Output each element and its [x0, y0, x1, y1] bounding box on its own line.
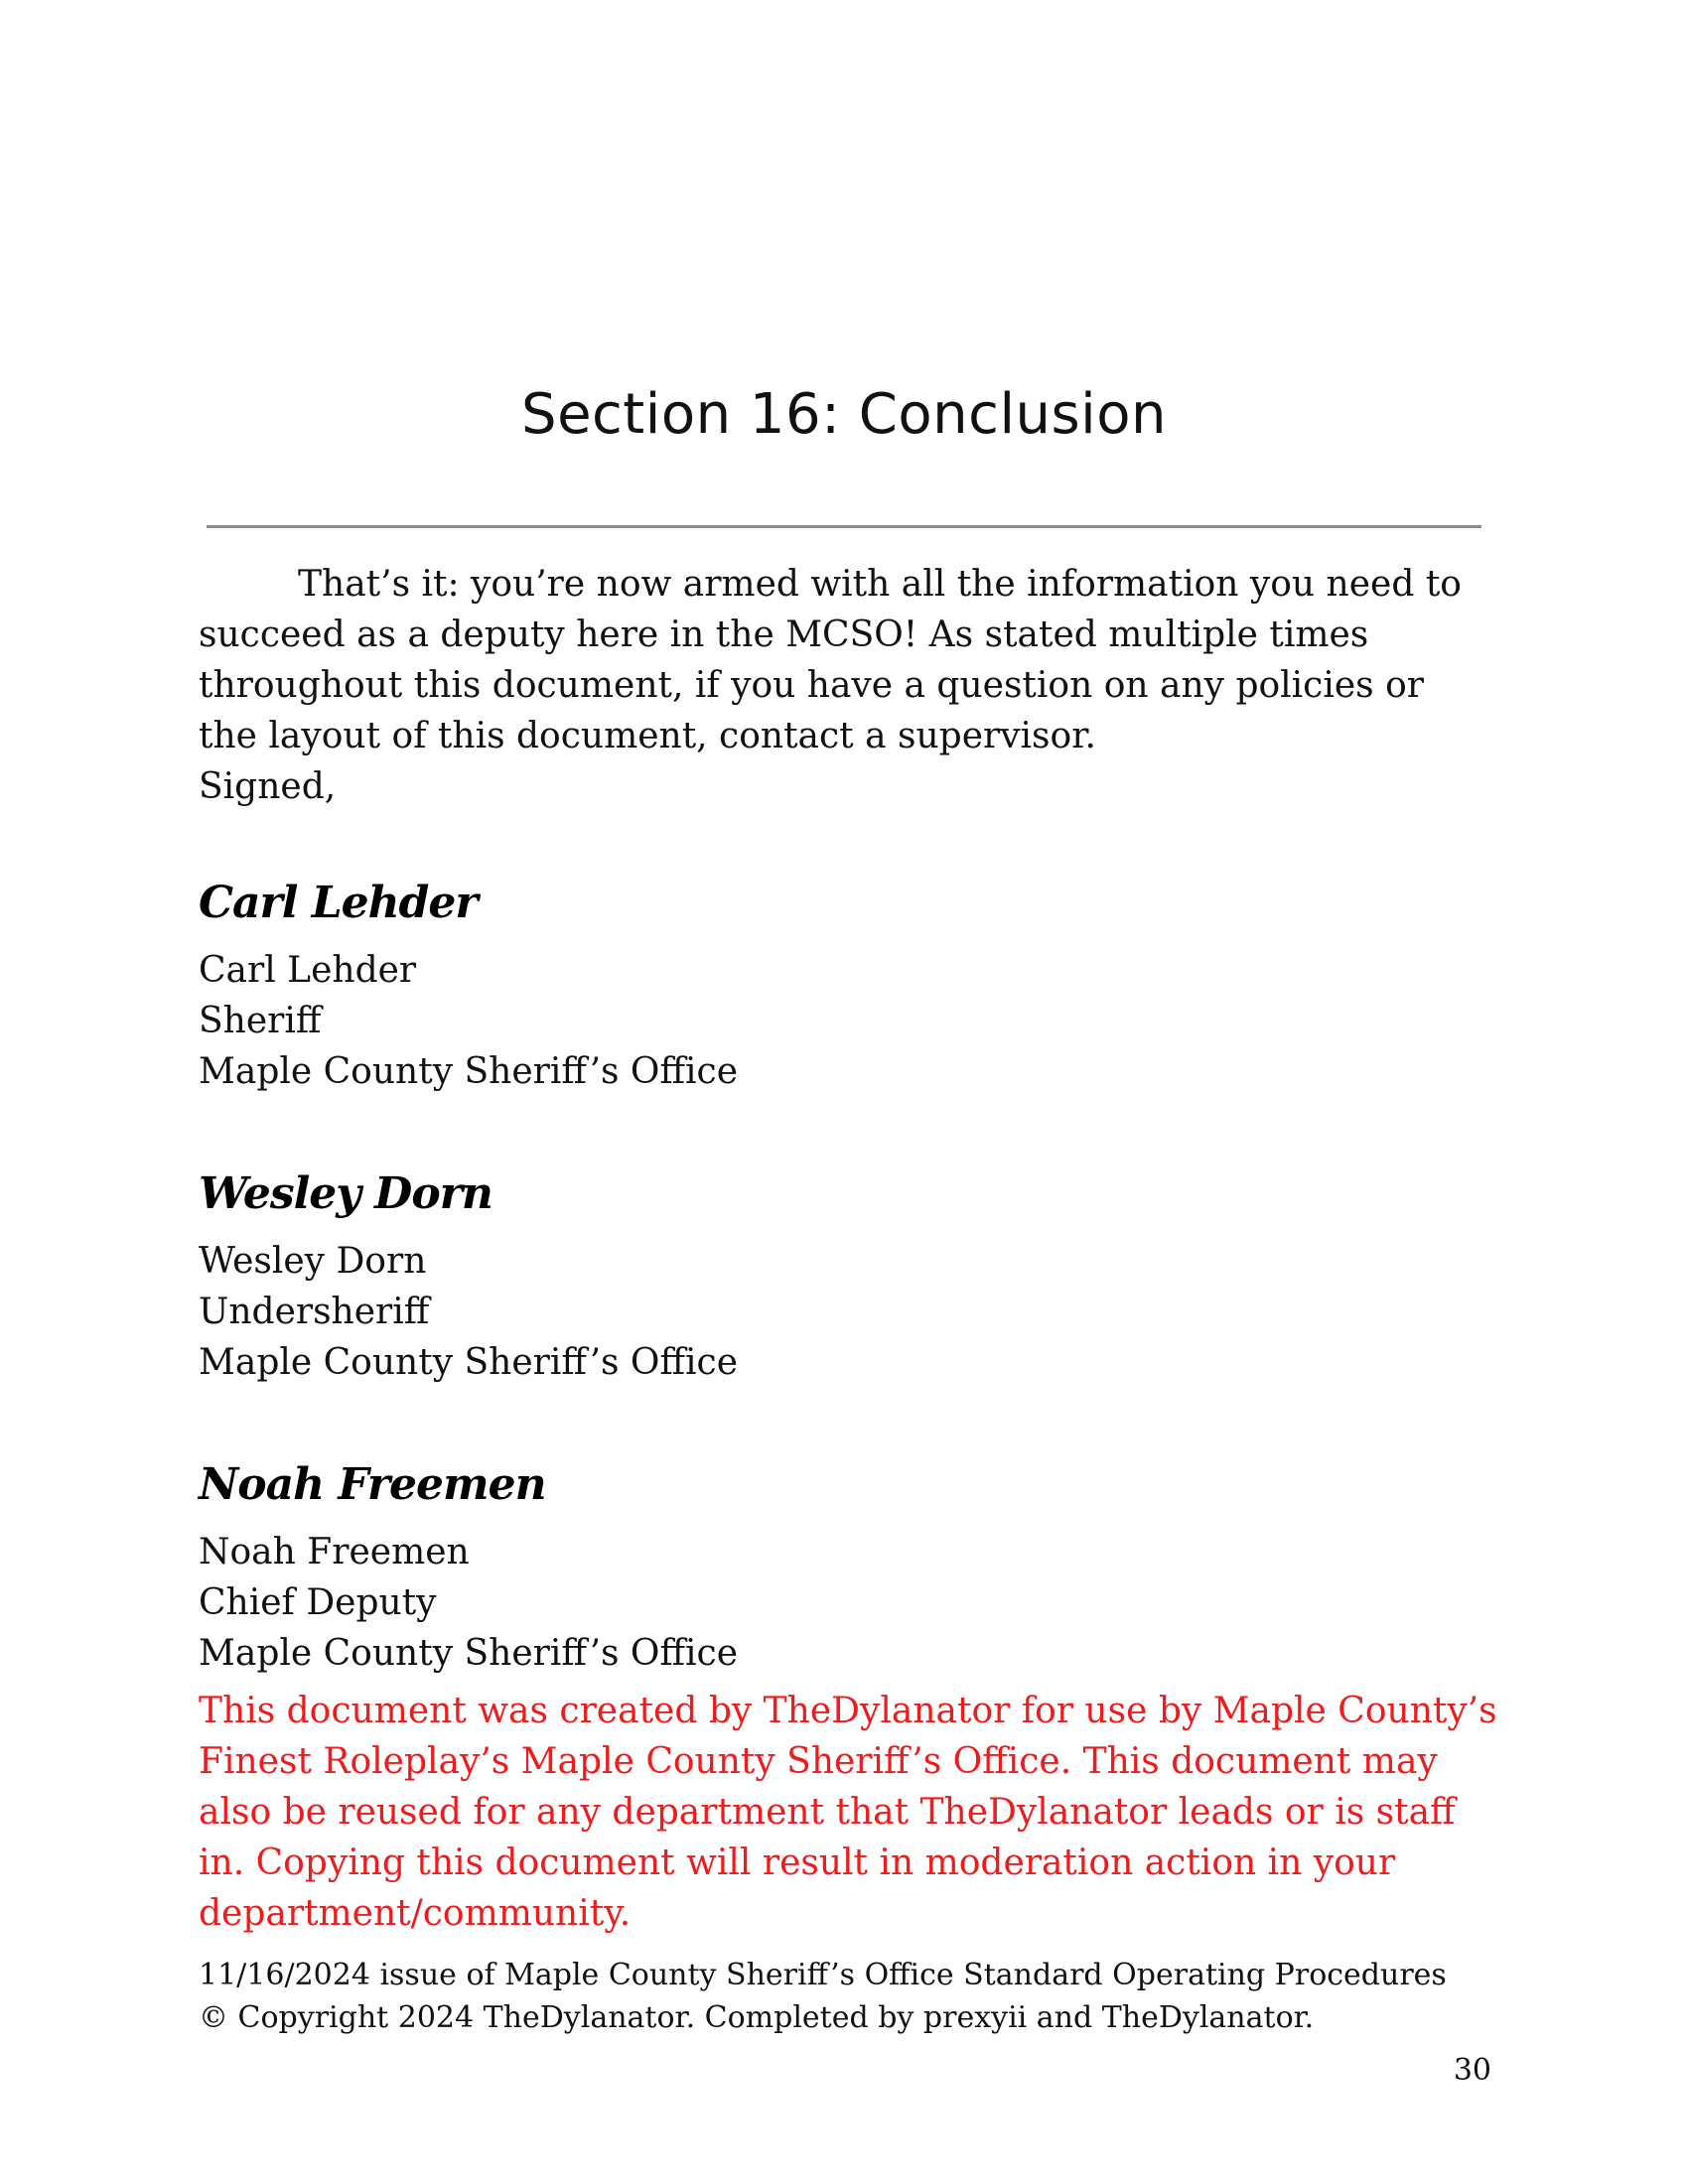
signature: Noah Freemen [199, 1459, 546, 1510]
section-title: Section 16: Conclusion [521, 382, 1167, 447]
signatory-title: Chief Deputy [199, 1582, 437, 1623]
body-text [199, 559, 1489, 812]
signatory-office: Maple County Sheriff’s Office [199, 1342, 739, 1383]
signatory-title: Undersheriff [199, 1292, 430, 1332]
signatory-office: Maple County Sheriff’s Office [199, 1633, 739, 1674]
horizontal-divider [207, 525, 1481, 528]
signatory-title: Sheriff [199, 1001, 322, 1041]
signatory-name: Noah Freemen [199, 1532, 470, 1572]
conclusion-paragraph: That’s it: you’re now armed with all the information you need to succeed as a deputy here in the MCSO! As stated multiple times throughout this document, if you have a question on any policies or the layout of this document, contact a supervisor. [199, 564, 1462, 756]
signature: Wesley Dorn [199, 1168, 492, 1219]
issue-line: 11/16/2024 issue of Maple County Sheriff’s Office Standard Operating Procedures [199, 1958, 1447, 1992]
signature-block-sheriff [199, 874, 1489, 1097]
signatory-name: Carl Lehder [199, 950, 417, 991]
signature: Carl Lehder [199, 878, 478, 928]
page-number: 30 [1453, 2053, 1491, 2088]
signature-block-undersheriff [199, 1164, 1489, 1388]
signatory-name: Wesley Dorn [199, 1241, 427, 1282]
signature-block-chief-deputy [199, 1455, 1489, 1679]
copyright-notice: This document was created by TheDylanator for use by Maple County’s Finest Roleplay’s Maple County Sheriff’s Office. This document may also be reused for any department that TheDylanator leads or is staff in. Copying this document will result in moderation action in your department/community. [199, 1691, 1497, 1934]
signatory-office: Maple County Sheriff’s Office [199, 1051, 739, 1092]
document-footer [199, 1954, 1489, 2039]
signed-label: Signed, [199, 766, 337, 807]
copyright-line: © Copyright 2024 TheDylanator. Completed by prexyii and TheDylanator. [199, 2000, 1315, 2035]
